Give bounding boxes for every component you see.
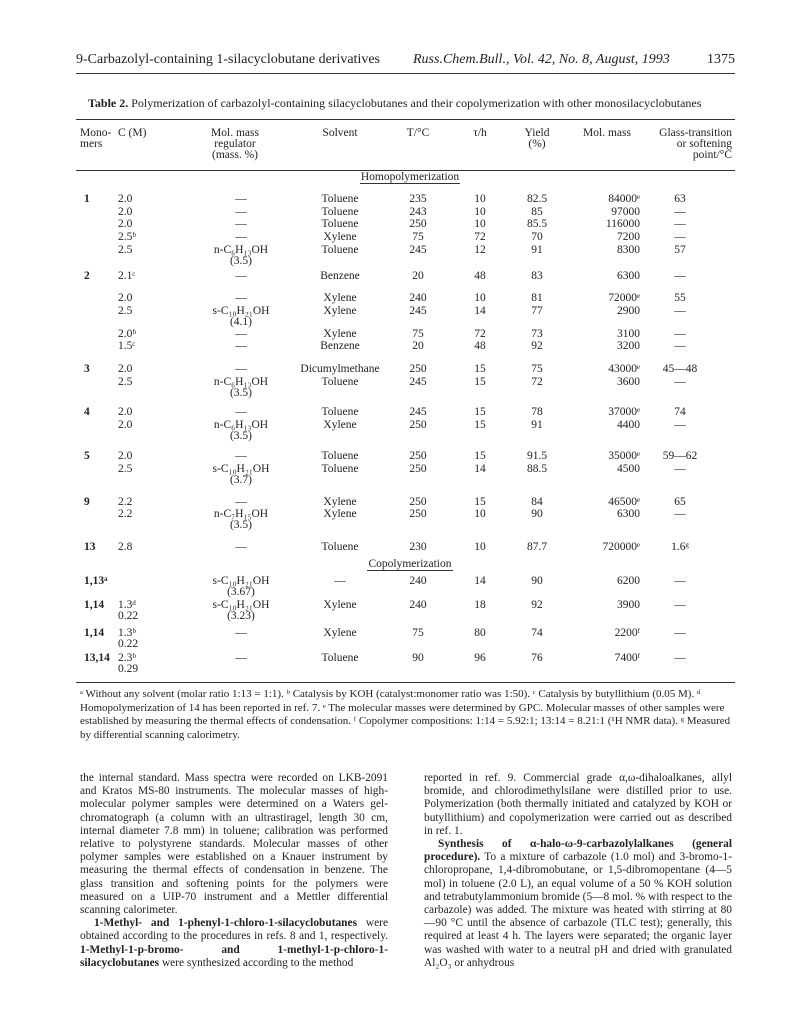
table-cell-tg: — [674, 627, 686, 639]
table-cell-reg: s-C₁₀H₂₁OH [212, 305, 270, 317]
table-cell-c: 2.5 [118, 244, 133, 256]
table-cell-t: 250 [409, 363, 427, 375]
table-cell-yield: 84 [531, 496, 543, 508]
table-cell-tau: 15 [474, 363, 486, 375]
table-cell-tau: 15 [474, 496, 486, 508]
table-cell-mm: 8300 [617, 244, 640, 256]
col-header-mol-mass: Mol. mass [583, 127, 631, 139]
table-cell-mm: 6300 [617, 270, 640, 282]
table-cell-reg: — [235, 340, 247, 352]
table-cell-yield: 83 [531, 270, 543, 282]
table-cell-t: 240 [409, 575, 427, 587]
col-header-regulator: Mol. mass regulator (mass. %) [211, 127, 259, 161]
table-cell-mm: 3600 [617, 376, 640, 388]
table-cell-tg: 45—48 [662, 363, 698, 375]
table-cell-yield: 87.7 [526, 541, 548, 553]
table-cell-mm: 37000ᵉ [608, 406, 640, 418]
table-cell-yield: 74 [531, 627, 543, 639]
table-cell-sol: Xylene [323, 419, 357, 431]
table-cell-reg: — [235, 406, 247, 418]
table-cell-sol: Toluene [321, 541, 359, 553]
paragraph-instruments: the internal standard. Mass spectra were recorded on LKB-2091 and Kratos MS-80 instruments. The molecular masses of high-molecular polymer samples were determined on a Waters gel-chromatograph (a column with an ultrastiragel, length 30 cm, internal diameter 7.8 mm) in toluene; calibration was performed relative to polystyrene standards. Molecular masses of other polymer samples were established on a Knauer instrument by measuring the thermal effects of condensation in benzene. The glass transition and softening points for the polymers were measured on a UIP-70 instrument and a Mettler differential scanning calorimeter. [80, 772, 388, 917]
table-cell-reg: — [235, 231, 247, 243]
table-cell-t: 250 [409, 463, 427, 475]
table-cell-tau: 10 [474, 541, 486, 553]
table-cell-tau: 96 [474, 652, 486, 664]
table-cell-reg: n-C₆H₁₃OH [213, 244, 269, 256]
table-cell-sol: Toluene [321, 206, 359, 218]
table-cell-sol: Toluene [321, 450, 359, 462]
table-cell-sol: — [334, 575, 346, 587]
table-cell-tg: — [674, 270, 686, 282]
table-cell-tg: 59—62 [662, 450, 698, 462]
table-cell-t: 75 [412, 328, 424, 340]
table-cell-mono: 1,13ᵃ [84, 575, 108, 587]
table-cell-t: 75 [412, 231, 424, 243]
table-cell-sol: Toluene [321, 244, 359, 256]
table-cell-c: 1.3ᵇ [118, 627, 136, 639]
table-cell-reg-amount: (3.5) [229, 387, 253, 399]
table-cell-sol: Toluene [321, 218, 359, 230]
table-cell-mm: 2200ᶠ [614, 627, 640, 639]
table-cell-mm: 35000ᵉ [608, 450, 640, 462]
body-column-left [80, 772, 388, 970]
table-cell-mono: 13,14 [84, 652, 110, 664]
table-cell-reg: n-C₆H₁₃OH [213, 419, 269, 431]
table-cell-reg: s-C₁₀H₂₁OH [212, 463, 270, 475]
col-header-c: C (M) [118, 127, 147, 139]
table-cell-tau: 14 [474, 463, 486, 475]
table-footnotes: ᵃ Without any solvent (molar ratio 1:13 = 1:1). ᵇ Catalysis by KOH (catalyst:monomer ratio was 1:50). ᶜ Catalysis by butyllithium (0.05 M). ᵈ Homopolymerization of 14 has been reported in ref. 7. ᵉ The molecular masses were determined by GPC. Molecular masses of other samples were established by measuring the thermal effects of condensation. ᶠ Copolymer compositions: 1:14 = 5.92:1; 13:14 = 8.21:1 (¹H NMR data). ᵍ Measured by differential scanning calorimetry. [80, 688, 731, 741]
table-cell-c: 2.5 [118, 376, 133, 388]
table-cell-tg: — [674, 652, 686, 664]
table-cell-tau: 15 [474, 376, 486, 388]
table-caption [88, 96, 735, 111]
table-cell-t: 20 [412, 270, 424, 282]
table-cell-mono: 2 [84, 270, 90, 282]
table-cell-tau: 15 [474, 419, 486, 431]
table-cell-c: 2.2 [118, 496, 133, 508]
table-title: Polymerization of carbazolyl-containing silacyclobutanes and their copolymerization with other monosilacyclobutanes [131, 96, 702, 110]
table-cell-tg: 55 [674, 292, 686, 304]
table-cell-yield: 88.5 [526, 463, 548, 475]
table-cell-t: 250 [409, 218, 427, 230]
section-copolymerization: Copolymerization [368, 558, 452, 570]
table-cell-yield: 70 [531, 231, 543, 243]
table-cell-c: 2.0 [118, 419, 133, 431]
table-cell-c2: 0.29 [118, 663, 139, 675]
table-cell-reg-amount: (3.7) [229, 474, 253, 486]
table-cell-t: 250 [409, 496, 427, 508]
table-cell-reg-amount: (3.5) [229, 519, 253, 531]
table-cell-mm: 7400ᶠ [614, 652, 640, 664]
table-cell-tau: 72 [474, 328, 486, 340]
table-cell-t: 245 [409, 406, 427, 418]
table-cell-sol: Toluene [321, 406, 359, 418]
table-cell-mono: 4 [84, 406, 90, 418]
table-cell-sol: Xylene [323, 292, 357, 304]
table-cell-mono: 3 [84, 363, 90, 375]
table-cell-yield: 90 [531, 508, 543, 520]
table-cell-reg: — [235, 292, 247, 304]
table-cell-reg: — [235, 270, 247, 282]
table-cell-tau: 10 [474, 193, 486, 205]
table-cell-c: 2.0 [118, 193, 133, 205]
table-cell-c: 2.0 [118, 363, 133, 375]
table-cell-c2: 0.22 [118, 610, 139, 622]
col-header-yield: Yield (%) [524, 127, 550, 150]
table-cell-yield: 76 [531, 652, 543, 664]
table-cell-mm: 2900 [617, 305, 640, 317]
table-cell-yield: 91 [531, 244, 543, 256]
table-cell-tg: — [674, 463, 686, 475]
page-number: 1375 [707, 52, 735, 67]
running-head [76, 52, 735, 72]
table-cell-tau: 72 [474, 231, 486, 243]
table-cell-mm: 43000ᵉ [608, 363, 640, 375]
table-cell-tg: — [674, 206, 686, 218]
table-cell-sol: Toluene [321, 376, 359, 388]
table-cell-c2: 0.22 [118, 638, 139, 650]
table-cell-mm: 97000 [611, 206, 640, 218]
table-cell-tg: — [674, 218, 686, 230]
table-top-rule [76, 119, 735, 120]
table-cell-mm: 7200 [617, 231, 640, 243]
table-cell-c: 2.0 [118, 206, 133, 218]
table-cell-mm: 84000ᵉ [608, 193, 640, 205]
table-cell-tg: 65 [674, 496, 686, 508]
table-cell-reg: n-C₇H₁₅OH [213, 508, 269, 520]
table-cell-sol: Dicumylmethane [300, 363, 380, 375]
table-cell-mm: 116000 [605, 218, 640, 230]
table-cell-sol: Benzene [320, 270, 360, 282]
table-cell-reg: s-C₁₀H₂₁OH [212, 575, 270, 587]
table-cell-tau: 12 [474, 244, 486, 256]
table-cell-tau: 15 [474, 406, 486, 418]
table-cell-mm: 6300 [617, 508, 640, 520]
table-cell-yield: 75 [531, 363, 543, 375]
table-cell-sol: Xylene [323, 599, 357, 611]
table-cell-c: 2.0 [118, 450, 133, 462]
table-cell-tg: — [674, 508, 686, 520]
table-cell-tg: 1.6ᵍ [671, 541, 689, 553]
table-cell-c: 2.5 [118, 463, 133, 475]
col-header-temperature: T/°C [406, 127, 430, 139]
table-cell-c: 1.3ᵈ [118, 599, 136, 611]
table-cell-t: 230 [409, 541, 427, 553]
table-cell-tg: — [674, 305, 686, 317]
table-cell-reg: — [235, 218, 247, 230]
table-cell-t: 250 [409, 450, 427, 462]
table-cell-reg: — [235, 652, 247, 664]
table-cell-tau: 80 [474, 627, 486, 639]
table-cell-c: 2.5ᵇ [118, 231, 136, 243]
table-cell-tau: 10 [474, 218, 486, 230]
table-cell-yield: 90 [531, 575, 543, 587]
table-cell-c: 2.0 [118, 406, 133, 418]
table-cell-tg: — [674, 340, 686, 352]
table-cell-c: 2.8 [118, 541, 133, 553]
table-cell-mono: 5 [84, 450, 90, 462]
table-cell-sol: Xylene [323, 508, 357, 520]
body-column-right [424, 772, 732, 970]
table-cell-t: 90 [412, 652, 424, 664]
table-cell-c: 2.3ᵇ [118, 652, 136, 664]
table-cell-c: 2.0 [118, 292, 133, 304]
table-cell-mm: 4400 [617, 419, 640, 431]
table-cell-sol: Xylene [323, 231, 357, 243]
table-cell-mono: 13 [84, 541, 96, 553]
table-cell-reg: s-C₁₀H₂₁OH [212, 599, 270, 611]
table-cell-yield: 91.5 [526, 450, 548, 462]
header-rule [76, 73, 735, 74]
table-cell-t: 240 [409, 599, 427, 611]
table-cell-tau: 14 [474, 575, 486, 587]
table-cell-mm: 3100 [617, 328, 640, 340]
table-cell-c: 2.2 [118, 508, 133, 520]
section-homopolymerization: Homopolymerization [360, 171, 460, 183]
table-cell-mm: 72000ᵉ [608, 292, 640, 304]
table-cell-reg: — [235, 627, 247, 639]
table-cell-tg: — [674, 419, 686, 431]
table-cell-tg: 63 [674, 193, 686, 205]
table-cell-mm: 3900 [617, 599, 640, 611]
table-cell-tau: 48 [474, 270, 486, 282]
table-cell-mm: 3200 [617, 340, 640, 352]
table-cell-tau: 10 [474, 206, 486, 218]
table-cell-mm: 720000ᵉ [602, 541, 640, 553]
table-cell-c: 2.1ᶜ [118, 270, 136, 282]
table-cell-c: 1.5ᶜ [118, 340, 136, 352]
table-cell-tg: — [674, 599, 686, 611]
paragraph-reagents: reported in ref. 9. Commercial grade α,ω-dihaloalkanes, allyl bromide, and chlorodimethylsilane were distilled prior to use. Polymerization (both thermally initiated and catalyzed by KOH or butyllithium) and copolymerization were carried out as described in ref. 1. [424, 772, 732, 837]
table-cell-tg: — [674, 328, 686, 340]
table-cell-mono: 1,14 [84, 627, 105, 639]
table-cell-yield: 82.5 [526, 193, 548, 205]
table-cell-reg: — [235, 450, 247, 462]
table-cell-reg-amount: (3.23) [227, 610, 255, 622]
table-cell-reg-amount: (3.5) [229, 430, 253, 442]
table-cell-yield: 78 [531, 406, 543, 418]
table-cell-tg: — [674, 575, 686, 587]
table-cell-sol: Xylene [323, 305, 357, 317]
table-cell-yield: 91 [531, 419, 543, 431]
paragraph-silacyclobutanes: 1-Methyl- and 1-phenyl-1-chloro-1-silacyclobutanes were obtained according to the procedures in refs. 8 and 1, respectively. 1-Methyl-1-p-bromo- and 1-methyl-1-p-chloro-1-silacyclobutanes were synthesized according to the method [80, 917, 388, 969]
col-header-monomers: Mono- mers [80, 127, 112, 150]
table-cell-sol: Toluene [321, 463, 359, 475]
table-cell-tau: 10 [474, 292, 486, 304]
table-cell-yield: 92 [531, 599, 543, 611]
table-cell-reg: — [235, 328, 247, 340]
table-cell-c: 2.0ᵇ [118, 328, 136, 340]
table-cell-yield: 73 [531, 328, 543, 340]
table-label: Table 2. [88, 96, 129, 110]
table-cell-reg: — [235, 541, 247, 553]
table-cell-sol: Toluene [321, 652, 359, 664]
table-cell-sol: Xylene [323, 496, 357, 508]
table-cell-tau: 15 [474, 450, 486, 462]
table-cell-tau: 14 [474, 305, 486, 317]
col-header-time: τ/h [473, 127, 487, 139]
table-cell-reg: — [235, 363, 247, 375]
table-cell-sol: Xylene [323, 627, 357, 639]
table-cell-c: 2.5 [118, 305, 133, 317]
table-cell-reg: n-C₆H₁₃OH [213, 376, 269, 388]
table-cell-yield: 85 [531, 206, 543, 218]
table-cell-mono: 9 [84, 496, 90, 508]
running-head-title: 9-Carbazolyl-containing 1-silacyclobutane derivatives [76, 52, 381, 67]
table-cell-mm: 6200 [617, 575, 640, 587]
table-cell-tau: 18 [474, 599, 486, 611]
table-cell-tg: 57 [674, 244, 686, 256]
table-cell-reg-amount: (4.1) [229, 316, 253, 328]
table-cell-sol: Benzene [320, 340, 360, 352]
col-header-glass-transition: Glass-transition or softening point/°C [659, 127, 732, 161]
table-cell-mm: 4500 [617, 463, 640, 475]
table-cell-tau: 10 [474, 508, 486, 520]
table-cell-reg-amount: (3.67) [227, 586, 255, 598]
table-cell-t: 245 [409, 376, 427, 388]
table-cell-yield: 77 [531, 305, 543, 317]
table-cell-mono: 1 [84, 193, 90, 205]
table-cell-mm: 46500ᵉ [608, 496, 640, 508]
table-cell-tau: 48 [474, 340, 486, 352]
table-cell-t: 245 [409, 244, 427, 256]
table-cell-t: 243 [409, 206, 427, 218]
table-cell-t: 235 [409, 193, 427, 205]
table-cell-t: 245 [409, 305, 427, 317]
col-header-solvent: Solvent [322, 127, 358, 139]
table-cell-t: 240 [409, 292, 427, 304]
table-cell-tg: — [674, 376, 686, 388]
running-head-journal: Russ.Chem.Bull., Vol. 42, No. 8, August, 1993 [413, 52, 670, 67]
table-cell-reg: — [235, 496, 247, 508]
table-cell-reg-amount: (3.5) [229, 255, 253, 267]
table-cell-c: 2.0 [118, 218, 133, 230]
table-cell-sol: Xylene [323, 328, 357, 340]
table-cell-sol: Toluene [321, 193, 359, 205]
table-cell-tg: 74 [674, 406, 686, 418]
table-cell-t: 75 [412, 627, 424, 639]
table-cell-yield: 92 [531, 340, 543, 352]
table-cell-mono: 1,14 [84, 599, 105, 611]
table-cell-reg: — [235, 193, 247, 205]
table-cell-yield: 81 [531, 292, 543, 304]
table-cell-t: 20 [412, 340, 424, 352]
table-cell-t: 250 [409, 508, 427, 520]
table-cell-t: 250 [409, 419, 427, 431]
table-cell-yield: 85.5 [526, 218, 548, 230]
table-cell-yield: 72 [531, 376, 543, 388]
paragraph-synthesis: Synthesis of α-halo-ω-9-carbazolylalkanes (general procedure). To a mixture of carbazole (1.0 mol) and 3-bromo-1-chloropropane, 1,4-dibromobutane, or 1,5-dibromopentane (4—5 mol) in toluene (2.0 L), an equal volume of a 50 % KOH solution and tetrabutylammonium bromide (5—8 mol. % with respect to the carbazole) was added. The mixture was heated with stirring at 80—90 °C until the absence of carbazole (TLC test); generally, this required at least 4 h. The layers were separated; the organic layer was washed with water to a neutral pH and dried with granulated Al₂O₃ or anhydrous [424, 838, 732, 969]
table-cell-tg: — [674, 231, 686, 243]
table-cell-reg: — [235, 206, 247, 218]
table-bottom-rule [76, 682, 735, 683]
